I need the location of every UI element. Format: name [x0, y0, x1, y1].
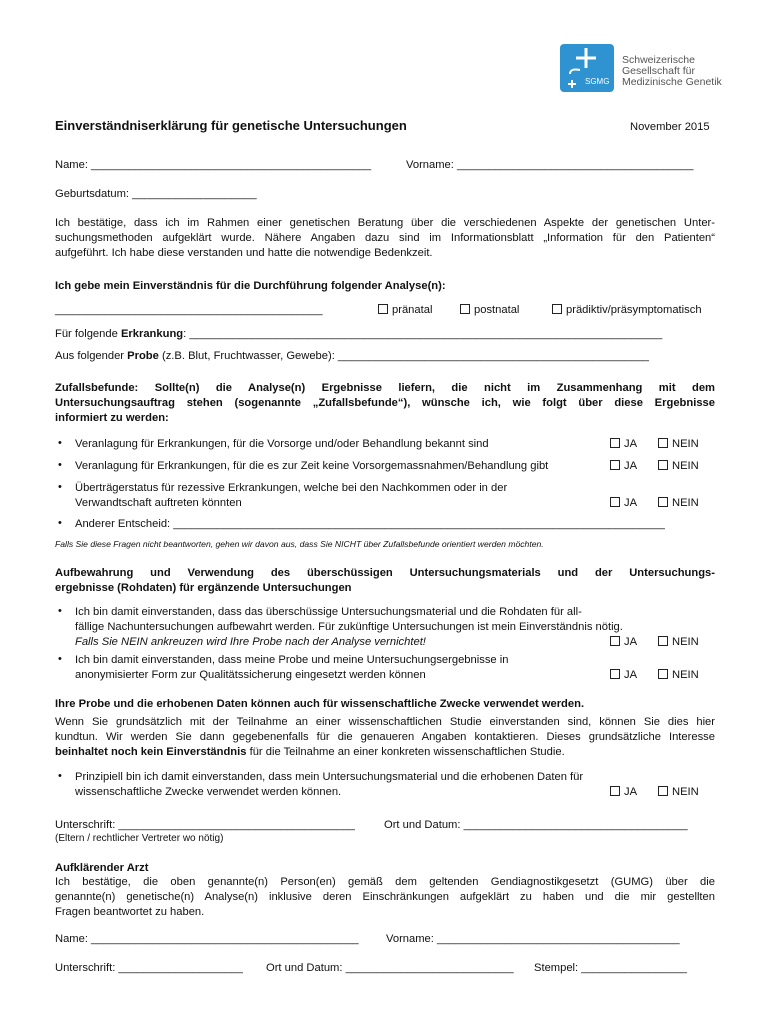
- forschung-item: [75, 770, 583, 800]
- bullet-icon: •: [58, 459, 62, 471]
- zufall-item-1: Veranlagung für Erkrankungen, für die Vorsorge und/oder Behandlung bekannt sind: [75, 438, 489, 450]
- forschung-line: Wenn Sie grundsätzlich mit der Teilnahme an einer wissenschaftlichen Studie einverstanden sind, können Sie dies hier: [55, 716, 715, 728]
- erkrankung-field[interactable]: [55, 327, 662, 342]
- document-title: Einverständniserklärung für genetische Untersuchungen: [55, 118, 407, 133]
- zufall-item-3-line: Überträgerstatus für rezessive Erkrankungen, welche bei den Nachkommen oder in der: [75, 482, 508, 494]
- forschung-item-line: wissenschaftliche Zwecke verwendet werden können.: [75, 786, 342, 798]
- nein-label: NEIN: [672, 497, 699, 509]
- zufall-heading: [55, 381, 715, 426]
- forschung-text: für die Teilnahme an einer konkreten wissenschaftlichen Studie.: [246, 746, 565, 758]
- forschung-item-line: Prinzipiell bin ich damit einverstanden, dass mein Untersuchungsmaterial und die erhobenen Daten für: [75, 771, 584, 783]
- analyse-blank-field[interactable]: ___________________________________________: [55, 304, 323, 316]
- patient-signature-field[interactable]: Unterschrift: ______________________________________: [55, 819, 355, 831]
- aufbewahrung-heading: [55, 566, 715, 596]
- checkbox-icon[interactable]: [378, 304, 388, 314]
- sgmg-logo-icon: [560, 44, 614, 92]
- option-label: postnatal: [474, 304, 520, 316]
- bullet-icon: •: [58, 437, 62, 449]
- checkbox-icon[interactable]: [460, 304, 470, 314]
- logo-text: [622, 55, 722, 88]
- bullet-icon: •: [58, 517, 62, 529]
- intro-line: Ich bestätige, dass ich im Rahmen einer genetischen Beratung über die verschiedenen Aspekte der genetischen Unter-: [55, 217, 715, 229]
- bullet-icon: •: [58, 481, 62, 493]
- ja-label: JA: [624, 636, 638, 648]
- zufall-heading-line: Untersuchungsauftrag stehen (sogenannte „Zufallsbefunde“), wünsche ich, wie folgt über diese Ergebnisse: [55, 397, 715, 409]
- checkbox-icon[interactable]: [658, 460, 668, 470]
- arzt-line: genannte(n) genetische(n) Analyse(n) inklusive deren Einschränkungen aufgeklärt zu haben und die mir gestellten: [55, 891, 715, 903]
- zufall-item-3: [75, 481, 507, 511]
- aufbewahrung-item-line: Ich bin damit einverstanden, dass das überschüssige Untersuchungsmaterial und die Rohdaten für all-: [75, 606, 582, 618]
- nein-option[interactable]: [658, 496, 699, 511]
- intro-line: aufgeführt. Ich habe diese verstanden und hatte die notwendige Bedenkzeit.: [55, 247, 433, 259]
- checkbox-icon[interactable]: [610, 460, 620, 470]
- option-postnatal[interactable]: [460, 303, 519, 318]
- aufbewahrung-item-line: Ich bin damit einverstanden, dass meine Probe und meine Untersuchungsergebnisse in: [75, 654, 509, 666]
- zufall-heading-line: Zufallsbefunde: Sollte(n) die Analyse(n) Ergebnisse liefern, die nicht im Zusammenhang mit dem: [55, 382, 715, 394]
- probe-prefix: Aus folgender: [55, 350, 128, 362]
- zufall-item-3-line: Verwandtschaft auftreten könnten: [75, 497, 242, 509]
- option-label: pränatal: [392, 304, 433, 316]
- intro-line: suchungsmethoden aufgeklärt wurde. Nähere Angaben dazu sind im Informationsblatt „Information für den Patienten“: [55, 232, 715, 244]
- ja-label: JA: [624, 497, 638, 509]
- zufall-item-2: Veranlagung für Erkrankungen, für die es zur Zeit keine Vorsorgemassnahmen/Behandlung gibt: [75, 460, 549, 472]
- document-date: November 2015: [630, 121, 710, 133]
- arzt-ort-datum-field[interactable]: Ort und Datum: ___________________________: [266, 962, 514, 974]
- aufbewahrung-item-2: [75, 653, 508, 683]
- bullet-icon: •: [58, 605, 62, 617]
- analyse-heading: Ich gebe mein Einverständnis für die Durchführung folgender Analyse(n):: [55, 280, 446, 292]
- nein-label: NEIN: [672, 438, 699, 450]
- arzt-signature-field[interactable]: Unterschrift: ____________________: [55, 962, 243, 974]
- forschung-bold-text: beinhaltet noch kein Einverständnis: [55, 746, 247, 758]
- nein-label: NEIN: [672, 786, 699, 798]
- aufbewahrung-heading-line: ergebnisse (Rohdaten) für ergänzende Untersuchungen: [55, 582, 352, 594]
- checkbox-icon[interactable]: [610, 786, 620, 796]
- ja-label: JA: [624, 786, 638, 798]
- checkbox-icon[interactable]: [658, 438, 668, 448]
- ja-option[interactable]: [610, 496, 637, 511]
- checkbox-icon[interactable]: [658, 786, 668, 796]
- forschung-heading: Ihre Probe und die erhobenen Daten können auch für wissenschaftliche Zwecke verwendet werden.: [55, 698, 585, 710]
- checkbox-icon[interactable]: [610, 636, 620, 646]
- logo-badge: SGMG: [585, 77, 610, 86]
- arzt-stempel-field[interactable]: Stempel: _________________: [534, 962, 688, 974]
- aufbewahrung-item-line: anonymisierter Form zur Qualitätssicherung eingesetzt werden können: [75, 669, 426, 681]
- aufbewahrung-item-line: fällige Nachuntersuchungen aufbewahrt werden. Für zukünftige Untersuchungen ist mein Einverständnis nötig.: [75, 621, 623, 633]
- nein-label: NEIN: [672, 460, 699, 472]
- ja-label: JA: [624, 460, 638, 472]
- option-label: prädiktiv/präsymptomatisch: [566, 304, 702, 316]
- ja-option[interactable]: [610, 437, 637, 452]
- checkbox-icon[interactable]: [552, 304, 562, 314]
- probe-blank[interactable]: (z.B. Blut, Fruchtwasser, Gewebe): __________________________________________________: [158, 350, 650, 362]
- forschung-paragraph: [55, 715, 715, 760]
- erkrankung-blank[interactable]: : ____________________________________________________________________________: [183, 328, 663, 340]
- arzt-heading: Aufklärender Arzt: [55, 862, 149, 874]
- nein-option[interactable]: [658, 635, 699, 650]
- ja-label: JA: [624, 438, 638, 450]
- forschung-line: kundtun. Wir werden Sie dann gegebenenfalls für die genaueren Angaben kontaktieren. Dieses grundsätzliche Interesse: [55, 731, 715, 743]
- checkbox-icon[interactable]: [610, 497, 620, 507]
- ja-option[interactable]: [610, 785, 637, 800]
- zufall-footnote: Falls Sie diese Fragen nicht beantworten, gehen wir davon aus, dass Sie NICHT über Zufallsbefunde orientiert werden möchten.: [55, 539, 544, 549]
- arzt-line: Fragen beantwortet zu haben.: [55, 906, 205, 918]
- forschung-line: [55, 745, 715, 760]
- patient-ort-datum-field[interactable]: Ort und Datum: ____________________________________: [384, 819, 688, 831]
- ja-label: JA: [624, 669, 638, 681]
- checkbox-icon[interactable]: [658, 497, 668, 507]
- ja-option[interactable]: [610, 668, 637, 683]
- nein-option[interactable]: [658, 437, 699, 452]
- erkrankung-label: Erkrankung: [120, 328, 184, 340]
- checkbox-icon[interactable]: [658, 669, 668, 679]
- nein-option[interactable]: [658, 668, 699, 683]
- option-praediktiv[interactable]: [552, 303, 702, 318]
- anderer-entscheid-field[interactable]: Anderer Entscheid: _______________________________________________________________________________: [75, 518, 665, 530]
- patient-name-field[interactable]: Name: _____________________________________________: [55, 159, 372, 171]
- checkbox-icon[interactable]: [658, 636, 668, 646]
- bullet-icon: •: [58, 653, 62, 665]
- arzt-vorname-field[interactable]: Vorname: _______________________________________: [386, 933, 680, 945]
- erkrankung-prefix: Für folgende: [55, 328, 121, 340]
- aufbewahrung-heading-line: Aufbewahrung und Verwendung des überschüssigen Untersuchungsmaterials und der Untersuchungs-: [55, 567, 715, 579]
- nein-option[interactable]: [658, 459, 699, 474]
- arzt-line: Ich bestätige, die oben genannte(n) Person(en) gemäß dem geltenden Gendiagnostikgesetzt (GUMG) über die: [55, 876, 715, 888]
- nein-label: NEIN: [672, 636, 699, 648]
- logo-line: Gesellschaft für: [622, 65, 695, 77]
- probe-field[interactable]: [55, 349, 649, 364]
- logo-line: Schweizerische: [622, 54, 695, 66]
- intro-paragraph: [55, 216, 715, 261]
- option-praenatal[interactable]: [378, 303, 432, 318]
- nein-label: NEIN: [672, 669, 699, 681]
- ja-option[interactable]: [610, 459, 637, 474]
- checkbox-icon[interactable]: [610, 438, 620, 448]
- aufbewahrung-warning: Falls Sie NEIN ankreuzen wird Ihre Probe nach der Analyse vernichtet!: [75, 636, 426, 648]
- patient-vorname-field[interactable]: Vorname: ______________________________________: [406, 159, 694, 171]
- checkbox-icon[interactable]: [610, 669, 620, 679]
- bullet-icon: •: [58, 770, 62, 782]
- signature-note: (Eltern / rechtlicher Vertreter wo nötig): [55, 833, 224, 844]
- aufbewahrung-item-1: [75, 605, 623, 650]
- logo-line: Medizinische Genetik: [622, 76, 722, 88]
- arzt-name-field[interactable]: Name: ___________________________________________: [55, 933, 359, 945]
- ja-option[interactable]: [610, 635, 637, 650]
- nein-option[interactable]: [658, 785, 699, 800]
- probe-label: Probe: [127, 350, 159, 362]
- arzt-paragraph: [55, 875, 715, 920]
- patient-geburtsdatum-field[interactable]: Geburtsdatum: ____________________: [55, 188, 257, 200]
- zufall-heading-line: informiert zu werden:: [55, 412, 169, 424]
